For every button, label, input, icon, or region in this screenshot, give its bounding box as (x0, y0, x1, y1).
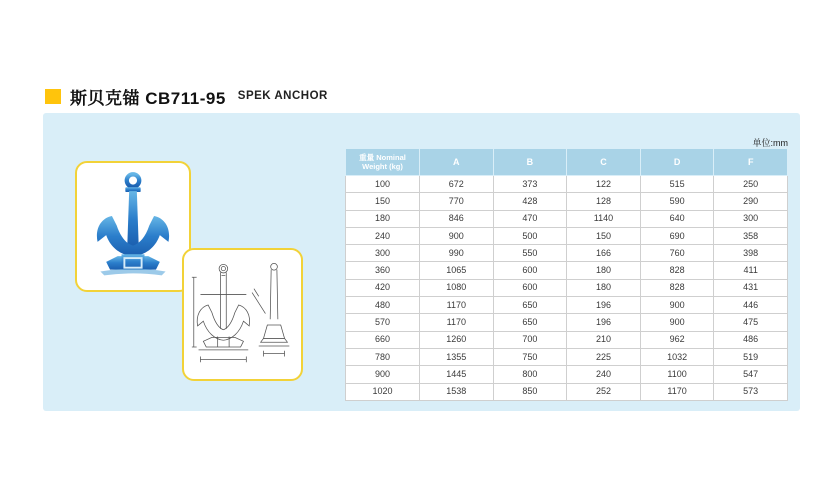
table-cell-A: 846 (420, 210, 494, 227)
anchor-photo-box (75, 161, 191, 292)
table-cell-C: 196 (567, 297, 641, 314)
table-cell-C: 150 (567, 227, 641, 244)
table-cell-D: 900 (640, 297, 714, 314)
column-header-B: B (493, 149, 567, 176)
table-cell-F: 431 (714, 279, 788, 296)
table-cell-B: 550 (493, 245, 567, 262)
table-cell-F: 573 (714, 383, 788, 400)
table-cell-weight: 1020 (346, 383, 420, 400)
table-cell-F: 398 (714, 245, 788, 262)
table-cell-D: 690 (640, 227, 714, 244)
table-cell-D: 828 (640, 279, 714, 296)
table-cell-A: 990 (420, 245, 494, 262)
table-cell-C: 196 (567, 314, 641, 331)
table-cell-A: 1260 (420, 331, 494, 348)
table-row (346, 210, 788, 227)
table-cell-D: 590 (640, 193, 714, 210)
table-row (346, 227, 788, 244)
table-cell-weight: 150 (346, 193, 420, 210)
table-cell-F: 250 (714, 176, 788, 193)
table-row (346, 383, 788, 400)
table-cell-F: 300 (714, 210, 788, 227)
spek-anchor-technical-drawing (189, 256, 296, 373)
table-cell-F: 547 (714, 366, 788, 383)
table-cell-D: 640 (640, 210, 714, 227)
content-panel (43, 113, 800, 411)
column-header-D: D (640, 149, 714, 176)
table-cell-C: 240 (567, 366, 641, 383)
table-row (346, 176, 788, 193)
table-cell-C: 210 (567, 331, 641, 348)
table-cell-A: 1355 (420, 348, 494, 365)
table-cell-weight: 900 (346, 366, 420, 383)
table-cell-B: 373 (493, 176, 567, 193)
table-row (346, 366, 788, 383)
title-chinese: 斯贝克锚 CB711-95 (70, 88, 226, 108)
table-cell-B: 600 (493, 262, 567, 279)
table-cell-D: 515 (640, 176, 714, 193)
spek-anchor-photo (85, 170, 181, 283)
table-cell-C: 128 (567, 193, 641, 210)
table-cell-C: 252 (567, 383, 641, 400)
table-cell-A: 1445 (420, 366, 494, 383)
table-cell-B: 850 (493, 383, 567, 400)
table-cell-A: 1170 (420, 314, 494, 331)
table-cell-B: 600 (493, 279, 567, 296)
table-cell-B: 750 (493, 348, 567, 365)
table-cell-weight: 660 (346, 331, 420, 348)
table-cell-C: 1140 (567, 210, 641, 227)
table-cell-A: 1080 (420, 279, 494, 296)
table-row (346, 348, 788, 365)
table-row (346, 279, 788, 296)
table-cell-B: 470 (493, 210, 567, 227)
table-row (346, 297, 788, 314)
table-cell-weight: 180 (346, 210, 420, 227)
table-cell-A: 1538 (420, 383, 494, 400)
column-header-A: A (420, 149, 494, 176)
table-row (346, 314, 788, 331)
title-english: SPEK ANCHOR (237, 90, 328, 102)
table-row (346, 262, 788, 279)
table-cell-D: 828 (640, 262, 714, 279)
table-cell-D: 1170 (640, 383, 714, 400)
table-cell-C: 225 (567, 348, 641, 365)
table-cell-C: 180 (567, 262, 641, 279)
table-cell-C: 166 (567, 245, 641, 262)
table-cell-D: 760 (640, 245, 714, 262)
dimensions-table (345, 148, 788, 401)
table-cell-F: 411 (714, 262, 788, 279)
table-cell-D: 962 (640, 331, 714, 348)
table-cell-weight: 480 (346, 297, 420, 314)
unit-label: 单位:mm (752, 138, 788, 148)
table-cell-weight: 420 (346, 279, 420, 296)
table-cell-weight: 100 (346, 176, 420, 193)
table-cell-F: 486 (714, 331, 788, 348)
table-cell-A: 900 (420, 227, 494, 244)
table-cell-weight: 240 (346, 227, 420, 244)
title-bullet-square (45, 89, 61, 104)
table-cell-F: 475 (714, 314, 788, 331)
table-cell-F: 519 (714, 348, 788, 365)
table-row (346, 331, 788, 348)
column-header-weight: 重量 Nominal Weight (kg) (346, 149, 420, 176)
table-cell-weight: 780 (346, 348, 420, 365)
table-cell-C: 180 (567, 279, 641, 296)
table-cell-D: 1032 (640, 348, 714, 365)
table-cell-F: 290 (714, 193, 788, 210)
table-cell-D: 900 (640, 314, 714, 331)
table-cell-weight: 360 (346, 262, 420, 279)
table-cell-B: 428 (493, 193, 567, 210)
table-cell-A: 672 (420, 176, 494, 193)
table-cell-weight: 300 (346, 245, 420, 262)
table-row (346, 245, 788, 262)
table-cell-B: 650 (493, 314, 567, 331)
table-cell-F: 358 (714, 227, 788, 244)
column-header-F: F (714, 149, 788, 176)
table-cell-B: 700 (493, 331, 567, 348)
table-cell-A: 770 (420, 193, 494, 210)
table-cell-C: 122 (567, 176, 641, 193)
table-cell-B: 650 (493, 297, 567, 314)
table-cell-A: 1065 (420, 262, 494, 279)
table-cell-B: 500 (493, 227, 567, 244)
page-title (45, 86, 328, 106)
table-header-row (346, 149, 788, 176)
table-cell-B: 800 (493, 366, 567, 383)
anchor-drawing-box (182, 248, 303, 381)
table-cell-F: 446 (714, 297, 788, 314)
table-cell-weight: 570 (346, 314, 420, 331)
column-header-C: C (567, 149, 641, 176)
table-cell-D: 1100 (640, 366, 714, 383)
table-row (346, 193, 788, 210)
table-cell-A: 1170 (420, 297, 494, 314)
